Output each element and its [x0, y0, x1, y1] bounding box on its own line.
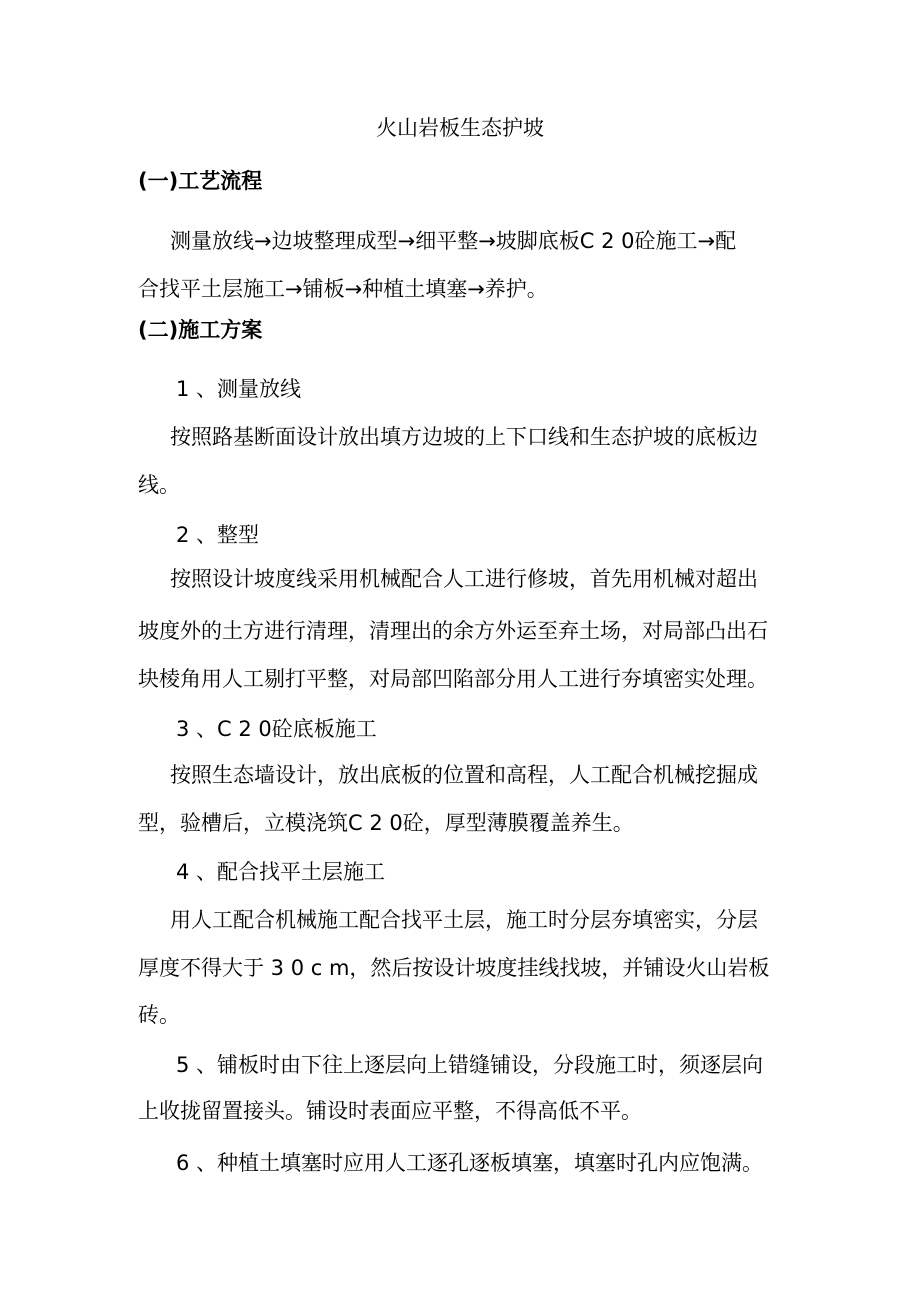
document-title: 火山岩板生态护坡 [376, 116, 544, 140]
paragraph-line: 用人工配合机械施工配合找平土层，施工时分层夯填密实，分层 [170, 908, 758, 932]
paragraph-line: 坡度外的土方进行清理，清理出的余方外运至弃土场，对局部凸出石 [138, 619, 768, 643]
item-title: 2 、整型 [176, 523, 260, 547]
item-title: 3 、C 2 0砼底板施工 [176, 717, 377, 741]
section-heading-process: (一)工艺流程 [138, 169, 263, 193]
paragraph-line: 砖。 [138, 1003, 180, 1027]
paragraph-line: 5 、铺板时由下往上逐层向上错缝铺设，分段施工时，须逐层向 [176, 1053, 764, 1077]
paragraph-line: 按照设计坡度线采用机械配合人工进行修坡，首先用机械对超出 [170, 567, 758, 591]
item-title: 1 、测量放线 [176, 377, 302, 401]
paragraph-line: 测量放线→边坡整理成型→细平整→坡脚底板C 2 0砼施工→配 [170, 229, 737, 253]
paragraph-line: 块棱角用人工剔打平整，对局部凹陷部分用人工进行夯填密实处理。 [138, 667, 768, 691]
paragraph-line: 型，验槽后，立模浇筑C 2 0砼，厚型薄膜覆盖养生。 [138, 811, 634, 835]
paragraph-line: 线。 [138, 473, 180, 497]
paragraph-line: 6 、种植土填塞时应用人工逐孔逐板填塞，填塞时孔内应饱满。 [176, 1151, 764, 1175]
paragraph-line: 按照路基断面设计放出填方边坡的上下口线和生态护坡的底板边 [170, 425, 758, 449]
item-title: 4 、配合找平土层施工 [176, 860, 386, 884]
paragraph-line: 按照生态墙设计，放出底板的位置和高程，人工配合机械挖掘成 [170, 763, 758, 787]
paragraph-line: 合找平土层施工→铺板→种植土填塞→养护。 [138, 277, 548, 301]
paragraph-line: 厚度不得大于 3 0 c m，然后按设计坡度挂线找坡，并铺设火山岩板 [138, 956, 770, 980]
section-heading-plan: (二)施工方案 [138, 318, 263, 342]
paragraph-line: 上收拢留置接头。铺设时表面应平整，不得高低不平。 [138, 1099, 642, 1123]
